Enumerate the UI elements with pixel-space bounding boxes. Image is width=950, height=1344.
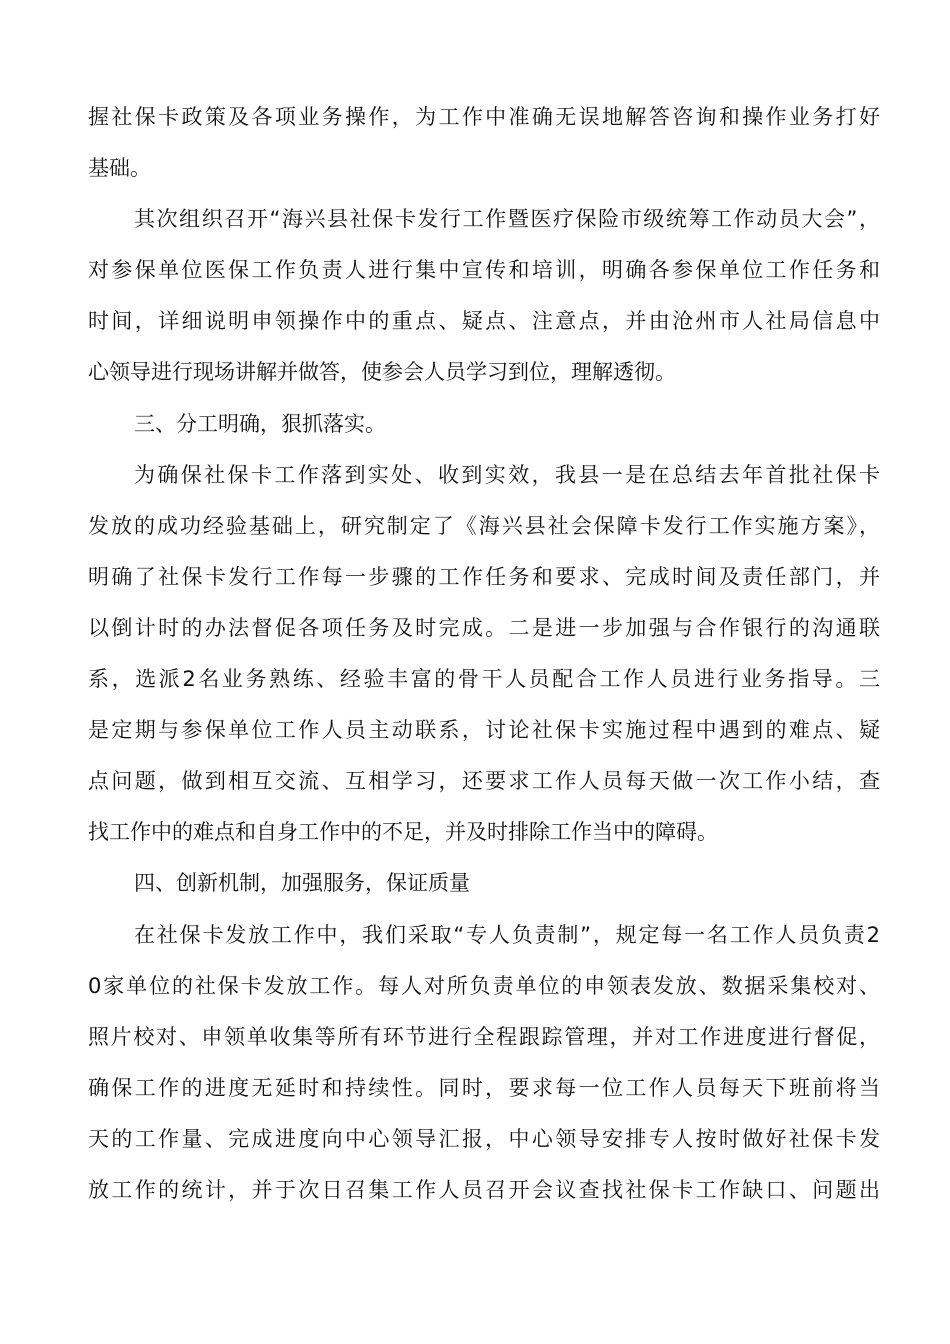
text-line: 天的工作量、完成进度向中心领导汇报，中心领导安排专人按时做好社保卡发	[88, 1126, 880, 1151]
text-line: 对参保单位医保工作负责人进行集中宣传和培训，明确各参保单位工作任务和	[88, 258, 880, 283]
text-line: 点问题，做到相互交流、互相学习，还要求工作人员每天做一次工作小结，查	[88, 769, 880, 794]
text-line: 为确保社保卡工作落到实处、收到实效，我县一是在总结去年首批社保卡	[134, 462, 880, 487]
text-line: 系，选派2名业务熟练、经验丰富的骨干人员配合工作人员进行业务指导。三	[88, 667, 880, 692]
text-line: 四、创新机制，加强服务，保证质量	[134, 871, 470, 896]
text-line: 照片校对、申领单收集等所有环节进行全程跟踪管理，并对工作进度进行督促，	[88, 1024, 880, 1049]
text-line: 以倒计时的办法督促各项任务及时完成。二是进一步加强与合作银行的沟通联	[88, 615, 880, 640]
text-line: 放工作的统计，并于次日召集工作人员召开会议查找社保卡工作缺口、问题出	[88, 1177, 880, 1202]
text-line: 握社保卡政策及各项业务操作，为工作中准确无误地解答咨询和操作业务打好	[88, 105, 880, 129]
text-line: 0家单位的社保卡发放工作。每人对所负责单位的申领表发放、数据采集校对、	[88, 973, 880, 998]
text-line: 找工作中的难点和自身工作中的不足，并及时排除工作当中的障碍。	[88, 820, 718, 845]
text-line: 明确了社保卡发行工作每一步骤的工作任务和要求、完成时间及责任部门，并	[88, 564, 880, 589]
text-line: 时间，详细说明申领操作中的重点、疑点、注意点，并由沧州市人社局信息中	[88, 309, 880, 334]
text-line: 在社保卡发放工作中，我们采取“专人负责制”，规定每一名工作人员负责2	[134, 922, 880, 947]
text-line: 发放的成功经验基础上，研究制定了《海兴县社会保障卡发行工作实施方案》，	[88, 513, 880, 538]
text-line: 其次组织召开“海兴县社保卡发行工作暨医疗保险市级统筹工作动员大会”，	[134, 207, 880, 232]
text-line: 三、分工明确，狠抓落实。	[134, 411, 386, 436]
document-body	[88, 92, 880, 1216]
text-line: 是定期与参保单位工作人员主动联系，讨论社保卡实施过程中遇到的难点、疑	[88, 718, 880, 743]
text-line: 确保工作的进度无延时和持续性。同时，要求每一位工作人员每天下班前将当	[88, 1075, 880, 1100]
text-line: 基础。	[88, 156, 151, 181]
text-line: 心领导进行现场讲解并做答，使参会人员学习到位，理解透彻。	[88, 360, 676, 385]
